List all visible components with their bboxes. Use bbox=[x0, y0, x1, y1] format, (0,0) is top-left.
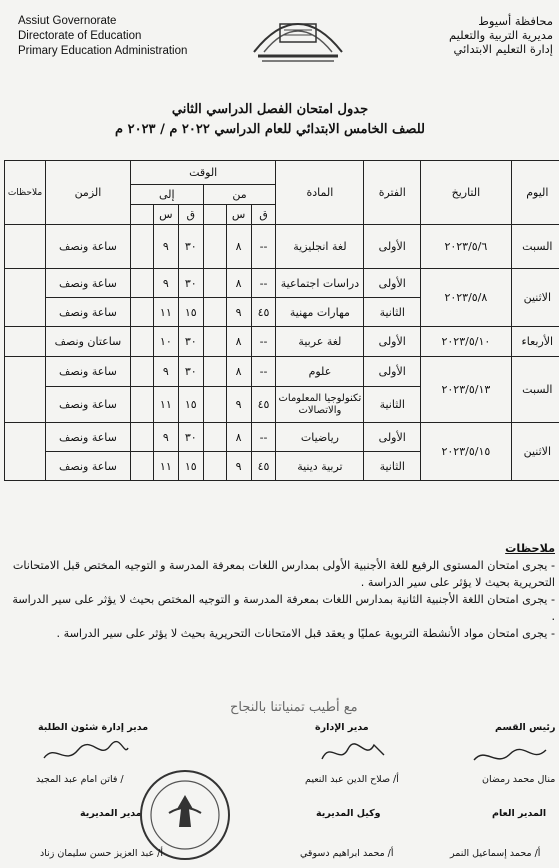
from-q-cell: -- bbox=[251, 225, 276, 269]
table-row bbox=[5, 269, 559, 298]
notes-cell bbox=[5, 225, 46, 269]
handwritten-signature-icon bbox=[40, 738, 130, 768]
date-cell: ٢٠٢٣/٥/١٥ bbox=[421, 423, 512, 481]
blank-cell bbox=[130, 423, 153, 452]
to-q-cell: ٣٠ bbox=[178, 327, 203, 357]
from-q-cell: -- bbox=[251, 327, 276, 357]
period-cell: الأولى bbox=[364, 327, 421, 357]
student-affairs-title: مدير إدارة شئون الطلبة bbox=[38, 722, 149, 733]
from-q-cell: -- bbox=[251, 423, 276, 452]
from-s-cell: ٩ bbox=[226, 452, 251, 481]
period-cell: الثانية bbox=[364, 452, 421, 481]
notes-cell bbox=[5, 357, 46, 423]
header-unit: ق bbox=[251, 205, 276, 225]
to-q-cell: ٣٠ bbox=[178, 423, 203, 452]
ministry-logo-icon bbox=[248, 4, 348, 64]
admin-manager-title: مدير الإدارة bbox=[315, 722, 369, 733]
from-s-cell: ٩ bbox=[226, 298, 251, 327]
to-s-cell: ١١ bbox=[153, 452, 178, 481]
date-cell: ٢٠٢٣/٥/١٠ bbox=[421, 327, 512, 357]
section-head-name: منال محمد رمضان bbox=[482, 774, 556, 785]
from-s-cell: ٨ bbox=[226, 357, 251, 387]
duration-cell: ساعة ونصف bbox=[46, 269, 131, 298]
header-date: التاريخ bbox=[421, 161, 512, 225]
header-en-line: Assiut Governorate bbox=[18, 15, 117, 27]
from-s-cell: ٨ bbox=[226, 225, 251, 269]
subject-cell: تكنولوجيا المعلومات والاتصالات bbox=[276, 387, 364, 423]
blank-cell bbox=[203, 298, 226, 327]
title-line-2: للصف الخامس الابتدائي للعام الدراسي ٢٠٢٢ م / ٢٠٢٣ م bbox=[115, 122, 425, 137]
document-title bbox=[60, 100, 480, 140]
general-manager-name: أ/ محمد إسماعيل النمر bbox=[450, 848, 541, 859]
duration-cell: ساعة ونصف bbox=[46, 387, 131, 423]
subject-cell: مهارات مهنية bbox=[276, 298, 364, 327]
header-unit bbox=[130, 205, 153, 225]
subject-cell: لغة انجليزية bbox=[276, 225, 364, 269]
day-cell: الاثنين bbox=[511, 423, 559, 481]
good-wishes: مع أطيب تمنياتنا بالنجاح bbox=[230, 700, 358, 715]
note-item: - يجرى امتحان اللغة الأجنبية الثانية بمدارس اللغات بمعرفة المدرسة و التوجيه المختص بحيث لا يؤثر على سير الدراسة . bbox=[12, 593, 555, 623]
to-s-cell: ٩ bbox=[153, 225, 178, 269]
blank-cell bbox=[130, 225, 153, 269]
date-cell: ٢٠٢٣/٥/٦ bbox=[421, 225, 512, 269]
header-to: إلى bbox=[130, 185, 203, 205]
from-s-cell: ٩ bbox=[226, 387, 251, 423]
header-period: الفترة bbox=[364, 161, 421, 225]
table-row bbox=[5, 225, 559, 269]
header-from: من bbox=[203, 185, 276, 205]
to-q-cell: ٣٠ bbox=[178, 357, 203, 387]
period-cell: الثانية bbox=[364, 387, 421, 423]
period-cell: الأولى bbox=[364, 225, 421, 269]
from-s-cell: ٨ bbox=[226, 423, 251, 452]
day-cell: الأربعاء bbox=[511, 327, 559, 357]
header-unit: س bbox=[226, 205, 251, 225]
duration-cell: ساعة ونصف bbox=[46, 298, 131, 327]
to-q-cell: ٣٠ bbox=[178, 225, 203, 269]
blank-cell bbox=[130, 452, 153, 481]
blank-cell bbox=[203, 327, 226, 357]
blank-cell bbox=[130, 327, 153, 357]
blank-cell bbox=[203, 269, 226, 298]
subject-cell: علوم bbox=[276, 357, 364, 387]
subject-cell: تربية دينية bbox=[276, 452, 364, 481]
header-en-line: Primary Education Administration bbox=[18, 45, 188, 57]
header-duration: الزمن bbox=[46, 161, 131, 225]
header-unit: س bbox=[153, 205, 178, 225]
header-ar-line: مديرية التربية والتعليم bbox=[449, 28, 553, 42]
to-s-cell: ١١ bbox=[153, 387, 178, 423]
handwritten-signature-icon bbox=[318, 735, 388, 769]
to-s-cell: ١٠ bbox=[153, 327, 178, 357]
subject-cell: دراسات اجتماعية bbox=[276, 269, 364, 298]
duration-cell: ساعة ونصف bbox=[46, 423, 131, 452]
to-q-cell: ١٥ bbox=[178, 387, 203, 423]
admin-manager-name: أ/ صلاح الدين عبد النعيم bbox=[305, 774, 399, 785]
director-name: أ/ عبد العزيز حسن سليمان زناد bbox=[40, 848, 163, 859]
blank-cell bbox=[203, 452, 226, 481]
from-q-cell: ٤٥ bbox=[251, 298, 276, 327]
duration-cell: ساعة ونصف bbox=[46, 225, 131, 269]
from-q-cell: -- bbox=[251, 269, 276, 298]
to-s-cell: ٩ bbox=[153, 269, 178, 298]
period-cell: الأولى bbox=[364, 423, 421, 452]
header-en-line: Directorate of Education bbox=[18, 30, 142, 42]
to-q-cell: ١٥ bbox=[178, 452, 203, 481]
period-cell: الثانية bbox=[364, 298, 421, 327]
subject-cell: رياضيات bbox=[276, 423, 364, 452]
from-q-cell: ٤٥ bbox=[251, 452, 276, 481]
table-row bbox=[5, 327, 559, 357]
deputy-title: وكيل المديرية bbox=[316, 808, 381, 819]
header-unit bbox=[203, 205, 226, 225]
header-ar-line: محافظة أسيوط bbox=[478, 14, 553, 28]
exam-schedule-table bbox=[4, 160, 559, 481]
blank-cell bbox=[130, 298, 153, 327]
blank-cell bbox=[130, 357, 153, 387]
director-title: مدير المديرية bbox=[80, 808, 142, 819]
header-unit: ق bbox=[178, 205, 203, 225]
to-s-cell: ٩ bbox=[153, 357, 178, 387]
clerk-name: / فاتن امام عبد المجيد bbox=[36, 774, 124, 785]
header-arabic bbox=[449, 14, 553, 56]
notes-section bbox=[0, 540, 559, 642]
blank-cell bbox=[130, 387, 153, 423]
duration-cell: ساعة ونصف bbox=[46, 452, 131, 481]
table-row bbox=[5, 423, 559, 452]
general-manager-title: المدير العام bbox=[492, 808, 547, 819]
day-cell: الاثنين bbox=[511, 269, 559, 327]
header-subject: المادة bbox=[276, 161, 364, 225]
header-english bbox=[18, 14, 187, 59]
blank-cell bbox=[203, 225, 226, 269]
duration-cell: ساعة ونصف bbox=[46, 357, 131, 387]
header-notes: ملاحظات bbox=[5, 161, 46, 225]
from-q-cell: -- bbox=[251, 357, 276, 387]
header-time: الوقت bbox=[130, 161, 276, 185]
notes-cell bbox=[5, 269, 46, 327]
notes-cell bbox=[5, 423, 46, 481]
from-s-cell: ٨ bbox=[226, 327, 251, 357]
period-cell: الأولى bbox=[364, 269, 421, 298]
day-cell: السبت bbox=[511, 357, 559, 423]
notes-title: ملاحظات bbox=[505, 542, 555, 555]
from-q-cell: ٤٥ bbox=[251, 387, 276, 423]
date-cell: ٢٠٢٣/٥/١٣ bbox=[421, 357, 512, 423]
to-s-cell: ٩ bbox=[153, 423, 178, 452]
title-line-1: جدول امتحان الفصل الدراسي الثاني bbox=[171, 102, 369, 117]
to-q-cell: ٣٠ bbox=[178, 269, 203, 298]
section-head-title: رئيس القسم bbox=[495, 722, 556, 733]
period-cell: الأولى bbox=[364, 357, 421, 387]
to-q-cell: ١٥ bbox=[178, 298, 203, 327]
duration-cell: ساعتان ونصف bbox=[46, 327, 131, 357]
blank-cell bbox=[203, 423, 226, 452]
header-ar-line: إدارة التعليم الابتدائي bbox=[453, 42, 553, 56]
note-item: - يجرى امتحان المستوى الرفيع للغة الأجنبية الأولى بمدارس اللغات بمعرفة المدرسة و التوجيه المختص قبل الامتحانات التحريرية بحيث لا يؤثر على سير الدراسة . bbox=[12, 559, 555, 589]
day-cell: السبت bbox=[511, 225, 559, 269]
table-row bbox=[5, 357, 559, 387]
from-s-cell: ٨ bbox=[226, 269, 251, 298]
blank-cell bbox=[203, 357, 226, 387]
deputy-name: أ/ محمد ابراهيم دسوقي bbox=[300, 848, 394, 859]
blank-cell bbox=[203, 387, 226, 423]
handwritten-signature-icon bbox=[470, 742, 550, 772]
note-item: - يجرى امتحان مواد الأنشطة التربوية عمليًا و يعقد قبل الامتحانات التحريرية بحيث لا يؤثر على سير الدراسة . bbox=[56, 627, 555, 640]
date-cell: ٢٠٢٣/٥/٨ bbox=[421, 269, 512, 327]
to-s-cell: ١١ bbox=[153, 298, 178, 327]
header-day: اليوم bbox=[511, 161, 559, 225]
blank-cell bbox=[130, 269, 153, 298]
subject-cell: لغة عربية bbox=[276, 327, 364, 357]
notes-cell bbox=[5, 327, 46, 357]
